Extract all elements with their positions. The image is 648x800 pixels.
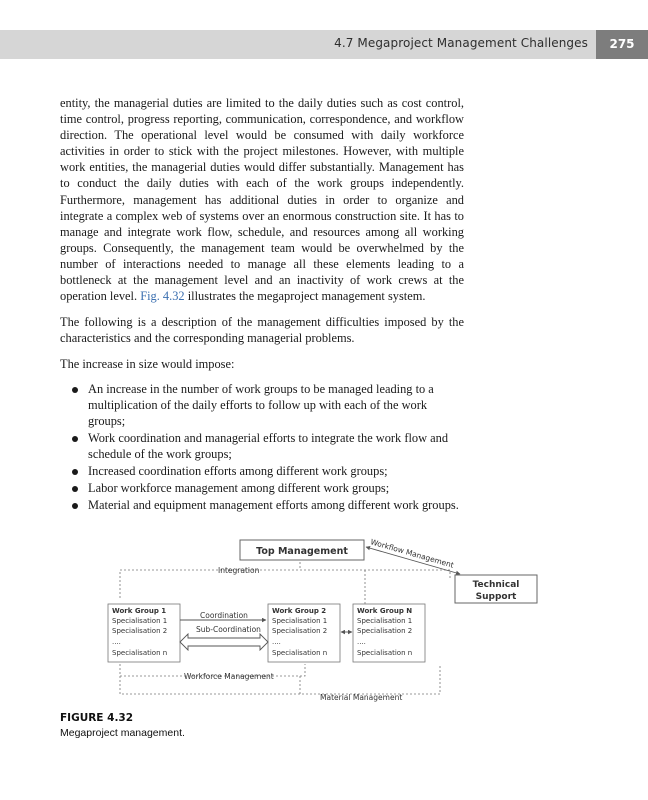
sub-coordination-arrow bbox=[180, 634, 268, 650]
paragraph-1 bbox=[60, 95, 464, 304]
diagram-svg bbox=[100, 528, 552, 708]
work-group-1-title: Work Group 1 bbox=[112, 607, 167, 615]
list-item: Labor workforce management among different work groups; bbox=[60, 480, 464, 496]
list-item: Increased coordination efforts among different work groups; bbox=[60, 463, 464, 479]
material-loop bbox=[120, 664, 440, 694]
work-group-n-dots: .... bbox=[357, 638, 366, 646]
technical-support-label-1: Technical bbox=[472, 580, 520, 590]
work-group-1-specn: Specialisation n bbox=[112, 649, 168, 657]
work-group-2-spec1: Specialisation 1 bbox=[272, 617, 328, 625]
work-group-n-specn: Specialisation n bbox=[357, 649, 413, 657]
figure-diagram bbox=[100, 528, 552, 708]
work-group-1-spec1: Specialisation 1 bbox=[112, 617, 168, 625]
paragraph-1-text: entity, the managerial duties are limited to the daily duties such as cost control, time control, progress reporting, communication, correspondence, and workflow direction. The operational level would be consumed with daily workforce activities in order to stick with the project milestones. However, with multiple work entities, the managerial duties would differ substantially. Management has to conduct the daily duties with each of the work groups independently. Furthermore, management has additional duties in order to organize and integrate a complex web of systems over an enormous construction site. It has to manage and integrate work flow, schedule, and resources among all working groups. Consequently, the management team would be overwhelmed by the number of interactions needed to manage all these elements leading to a bottleneck at the management level and an inactivity of work crews at the operation level. bbox=[60, 96, 464, 304]
list-item: An increase in the number of work groups to be managed leading to a multiplication of the daily efforts to follow up with each of the work groups; bbox=[60, 381, 464, 429]
coordination-label: Coordination bbox=[200, 611, 248, 620]
running-header bbox=[0, 30, 648, 59]
body-text bbox=[60, 95, 464, 514]
integration-loop bbox=[120, 570, 450, 598]
work-group-2-specn: Specialisation n bbox=[272, 649, 328, 657]
sub-coordination-label: Sub-Coordination bbox=[196, 625, 261, 634]
work-group-n-spec1: Specialisation 1 bbox=[357, 617, 413, 625]
bullet-list bbox=[60, 381, 464, 514]
list-item: Material and equipment management efforts among different work groups. bbox=[60, 497, 464, 513]
figure-label: FIGURE 4.32 bbox=[60, 712, 134, 724]
figure-reference-link[interactable]: Fig. 4.32 bbox=[140, 289, 185, 304]
work-group-2-title: Work Group 2 bbox=[272, 607, 327, 615]
top-management-label: Top Management bbox=[256, 546, 348, 557]
figure-caption: Megaproject management. bbox=[60, 727, 185, 739]
integration-label: Integration bbox=[218, 566, 260, 575]
list-item: Work coordination and managerial efforts to integrate the work flow and schedule of the work groups; bbox=[60, 430, 464, 462]
running-title: 4.7 Megaproject Management Challenges bbox=[334, 36, 588, 50]
paragraph-2: The following is a description of the management difficulties imposed by the characteristics and the corresponding managerial problems. bbox=[60, 315, 464, 346]
paragraph-1-tail: illustrates the megaproject management system. bbox=[187, 289, 426, 304]
work-group-2-spec2: Specialisation 2 bbox=[272, 627, 328, 635]
work-group-1-dots: .... bbox=[112, 638, 121, 646]
paragraph-3: The increase in size would impose: bbox=[60, 357, 235, 372]
work-group-n-spec2: Specialisation 2 bbox=[357, 627, 413, 635]
work-group-1-spec2: Specialisation 2 bbox=[112, 627, 168, 635]
work-group-n-title: Work Group N bbox=[357, 607, 413, 615]
workflow-management-label: Workflow Management bbox=[369, 537, 455, 570]
workforce-management-label: Workforce Management bbox=[184, 672, 274, 681]
page-number: 275 bbox=[596, 30, 648, 59]
technical-support-label-2: Support bbox=[475, 592, 517, 602]
work-group-2-dots: .... bbox=[272, 638, 281, 646]
material-management-label: Material Management bbox=[320, 693, 403, 702]
